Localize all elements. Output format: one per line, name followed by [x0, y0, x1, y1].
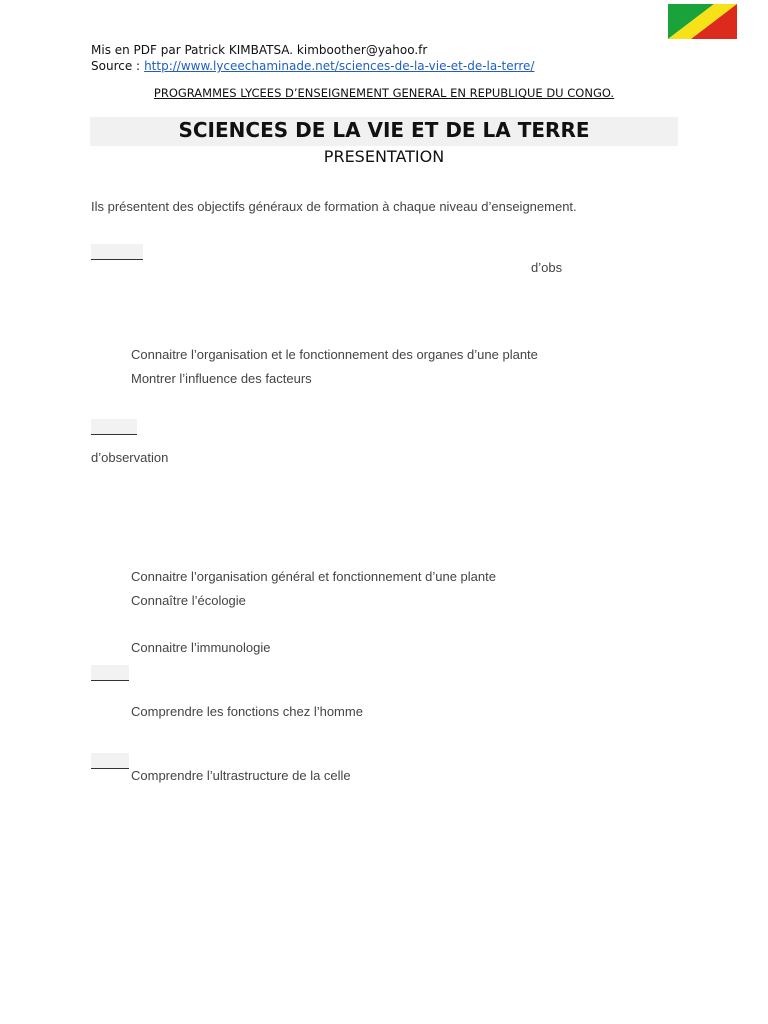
list-item: Connaitre l’immunologie [131, 640, 271, 655]
list-item: Connaitre l’organisation et le fonctionnement des organes d’une plante [131, 347, 538, 362]
programmes-heading: PROGRAMMES LYCEES D’ENSEIGNEMENT GENERAL EN REPUBLIQUE DU CONGO. [153, 86, 615, 100]
observation-text: d’observation [91, 450, 169, 465]
congo-flag-svg [668, 4, 737, 39]
intro-paragraph: Ils présentent des objectifs généraux de formation à chaque niveau d’enseignement. [91, 199, 577, 214]
level-marker-1 [91, 244, 143, 260]
obs-fragment: d’obs [531, 260, 563, 275]
congo-flag-image [668, 4, 737, 39]
list-item: Connaitre l’organisation général et fonctionnement d’une plante [131, 569, 496, 584]
level-marker-2 [91, 419, 137, 435]
source-label: Source : [91, 59, 141, 73]
page-title: SCIENCES DE LA VIE ET DE LA TERRE [178, 118, 590, 142]
level-marker-4 [91, 753, 129, 769]
source-line [91, 59, 534, 73]
list-item: Comprendre les fonctions chez l’homme [131, 704, 363, 719]
list-item: Comprendre l’ultrastructure de la celle [131, 768, 351, 783]
list-item: Connaître l’écologie [131, 593, 246, 608]
level-marker-3 [91, 665, 129, 681]
credits-line: Mis en PDF par Patrick KIMBATSA. kimboother@yahoo.fr [91, 43, 428, 57]
list-item: Montrer l’influence des facteurs [131, 371, 312, 386]
source-link[interactable]: http://www.lyceechaminade.net/sciences-de-la-vie-et-de-la-terre/ [144, 59, 535, 73]
page-subtitle: PRESENTATION [323, 147, 445, 166]
